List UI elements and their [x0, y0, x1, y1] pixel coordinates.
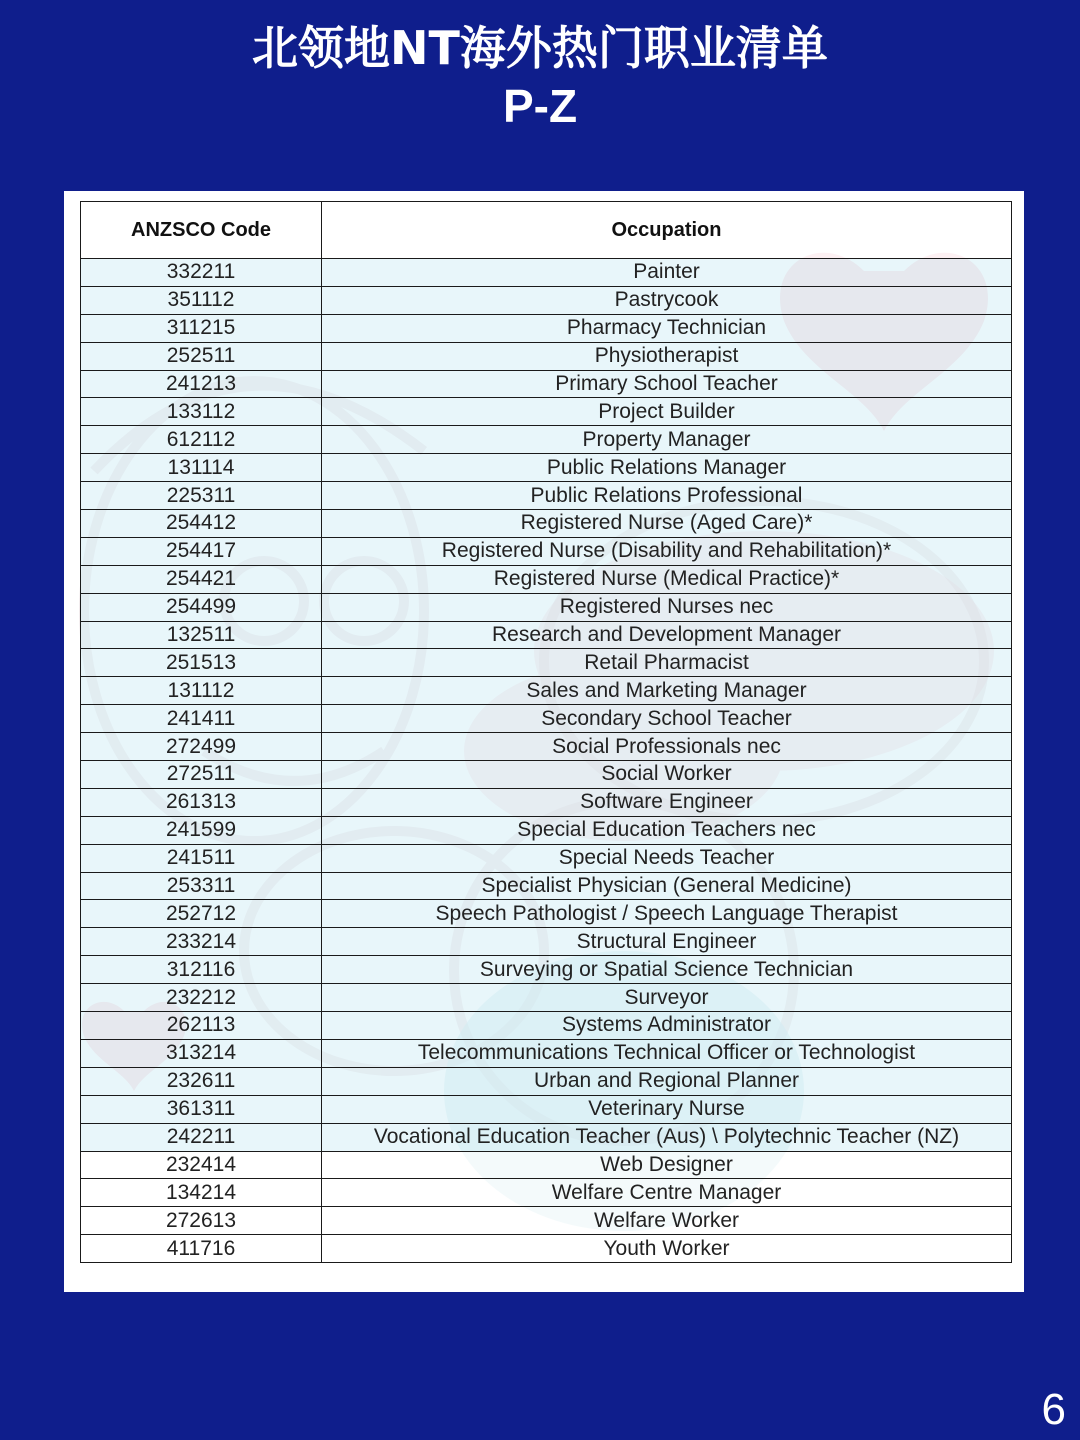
occupation-cell: Systems Administrator	[322, 1012, 1012, 1040]
column-header-code: ANZSCO Code	[81, 202, 322, 259]
table-row	[81, 1039, 1012, 1067]
occupation-cell: Property Manager	[322, 426, 1012, 454]
occupation-cell: Web Designer	[322, 1151, 1012, 1179]
anzsco-code-cell: 313214	[81, 1039, 322, 1067]
table-row	[81, 482, 1012, 510]
table-body	[81, 259, 1012, 1263]
anzsco-code-cell: 254499	[81, 593, 322, 621]
anzsco-code-cell: 133112	[81, 398, 322, 426]
occupation-cell: Veterinary Nurse	[322, 1095, 1012, 1123]
anzsco-code-cell: 332211	[81, 259, 322, 287]
occupation-cell: Registered Nurse (Disability and Rehabilitation)*	[322, 537, 1012, 565]
anzsco-code-cell: 232611	[81, 1067, 322, 1095]
anzsco-code-cell: 241511	[81, 844, 322, 872]
occupation-cell: Speech Pathologist / Speech Language Therapist	[322, 900, 1012, 928]
occupation-cell: Registered Nurses nec	[322, 593, 1012, 621]
anzsco-code-cell: 411716	[81, 1235, 322, 1263]
table-row	[81, 816, 1012, 844]
table-row	[81, 1235, 1012, 1263]
occupation-cell: Welfare Centre Manager	[322, 1179, 1012, 1207]
table-row	[81, 510, 1012, 538]
occupation-cell: Specialist Physician (General Medicine)	[322, 872, 1012, 900]
page-subtitle: P-Z	[502, 80, 578, 132]
table-row	[81, 286, 1012, 314]
occupation-cell: Secondary School Teacher	[322, 705, 1012, 733]
anzsco-code-cell: 254412	[81, 510, 322, 538]
occupation-cell: Social Professionals nec	[322, 733, 1012, 761]
table-row	[81, 872, 1012, 900]
table-row	[81, 370, 1012, 398]
table-row	[81, 1067, 1012, 1095]
occupation-cell: Special Needs Teacher	[322, 844, 1012, 872]
anzsco-code-cell: 254421	[81, 565, 322, 593]
anzsco-code-cell: 261313	[81, 788, 322, 816]
page-number: 6	[1041, 1385, 1066, 1434]
table-row	[81, 649, 1012, 677]
table-row	[81, 900, 1012, 928]
table-row	[81, 984, 1012, 1012]
page-title: 北领地NT海外热门职业清单	[252, 21, 828, 75]
occupation-cell: Structural Engineer	[322, 928, 1012, 956]
table-row	[81, 677, 1012, 705]
anzsco-code-cell: 252511	[81, 342, 322, 370]
occupation-cell: Primary School Teacher	[322, 370, 1012, 398]
anzsco-code-cell: 131112	[81, 677, 322, 705]
occupation-cell: Telecommunications Technical Officer or Technologist	[322, 1039, 1012, 1067]
table-row	[81, 1012, 1012, 1040]
table-row	[81, 1207, 1012, 1235]
anzsco-code-cell: 262113	[81, 1012, 322, 1040]
table-row	[81, 1095, 1012, 1123]
occupation-cell: Public Relations Manager	[322, 454, 1012, 482]
anzsco-code-cell: 351112	[81, 286, 322, 314]
table-row	[81, 314, 1012, 342]
occupation-cell: Special Education Teachers nec	[322, 816, 1012, 844]
occupation-cell: Registered Nurse (Aged Care)*	[322, 510, 1012, 538]
anzsco-code-cell: 612112	[81, 426, 322, 454]
table-row	[81, 537, 1012, 565]
anzsco-code-cell: 241411	[81, 705, 322, 733]
table-row	[81, 788, 1012, 816]
table-row	[81, 565, 1012, 593]
table-row	[81, 705, 1012, 733]
table-row	[81, 928, 1012, 956]
anzsco-code-cell: 312116	[81, 956, 322, 984]
anzsco-code-cell: 225311	[81, 482, 322, 510]
occupation-table	[80, 201, 1012, 1263]
table-row	[81, 398, 1012, 426]
anzsco-code-cell: 241599	[81, 816, 322, 844]
anzsco-code-cell: 232414	[81, 1151, 322, 1179]
occupation-cell: Public Relations Professional	[322, 482, 1012, 510]
occupation-cell: Pharmacy Technician	[322, 314, 1012, 342]
occupation-sheet	[64, 191, 1024, 1292]
anzsco-code-cell: 361311	[81, 1095, 322, 1123]
table-row	[81, 426, 1012, 454]
table-row	[81, 621, 1012, 649]
table-row	[81, 259, 1012, 287]
anzsco-code-cell: 272511	[81, 761, 322, 789]
anzsco-code-cell: 241213	[81, 370, 322, 398]
table-row	[81, 342, 1012, 370]
anzsco-code-cell: 134214	[81, 1179, 322, 1207]
occupation-cell: Sales and Marketing Manager	[322, 677, 1012, 705]
occupation-cell: Youth Worker	[322, 1235, 1012, 1263]
table-row	[81, 956, 1012, 984]
table-row	[81, 1151, 1012, 1179]
anzsco-code-cell: 251513	[81, 649, 322, 677]
occupation-cell: Physiotherapist	[322, 342, 1012, 370]
anzsco-code-cell: 232212	[81, 984, 322, 1012]
occupation-cell: Welfare Worker	[322, 1207, 1012, 1235]
table-row	[81, 733, 1012, 761]
table-row	[81, 593, 1012, 621]
occupation-cell: Surveyor	[322, 984, 1012, 1012]
anzsco-code-cell: 272499	[81, 733, 322, 761]
anzsco-code-cell: 252712	[81, 900, 322, 928]
anzsco-code-cell: 311215	[81, 314, 322, 342]
occupation-cell: Project Builder	[322, 398, 1012, 426]
table-row	[81, 761, 1012, 789]
occupation-cell: Pastrycook	[322, 286, 1012, 314]
table-header-row	[81, 202, 1012, 259]
anzsco-code-cell: 131114	[81, 454, 322, 482]
occupation-cell: Urban and Regional Planner	[322, 1067, 1012, 1095]
occupation-cell: Research and Development Manager	[322, 621, 1012, 649]
anzsco-code-cell: 272613	[81, 1207, 322, 1235]
occupation-cell: Social Worker	[322, 761, 1012, 789]
occupation-cell: Software Engineer	[322, 788, 1012, 816]
table-row	[81, 1123, 1012, 1151]
anzsco-code-cell: 254417	[81, 537, 322, 565]
anzsco-code-cell: 242211	[81, 1123, 322, 1151]
table-row	[81, 454, 1012, 482]
occupation-cell: Painter	[322, 259, 1012, 287]
occupation-cell: Vocational Education Teacher (Aus) \ Polytechnic Teacher (NZ)	[322, 1123, 1012, 1151]
anzsco-code-cell: 132511	[81, 621, 322, 649]
anzsco-code-cell: 253311	[81, 872, 322, 900]
column-header-occupation: Occupation	[322, 202, 1012, 259]
table-row	[81, 844, 1012, 872]
table-row	[81, 1179, 1012, 1207]
anzsco-code-cell: 233214	[81, 928, 322, 956]
occupation-cell: Registered Nurse (Medical Practice)*	[322, 565, 1012, 593]
occupation-cell: Retail Pharmacist	[322, 649, 1012, 677]
occupation-cell: Surveying or Spatial Science Technician	[322, 956, 1012, 984]
